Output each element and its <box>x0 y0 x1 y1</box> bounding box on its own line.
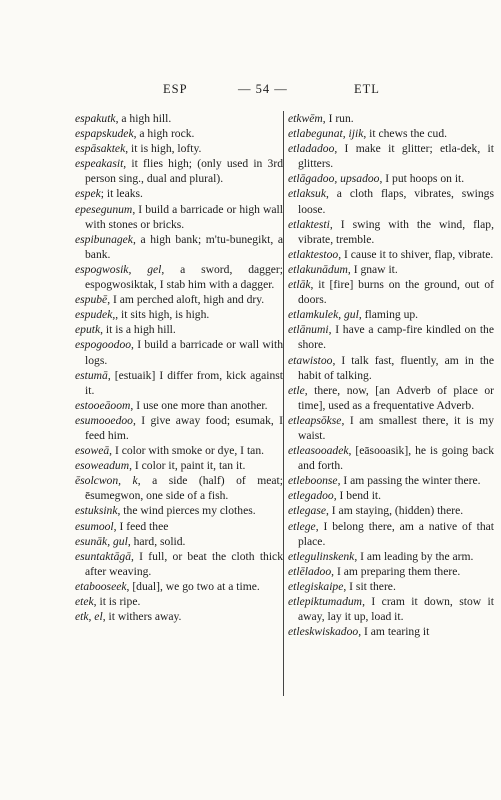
dictionary-entry <box>288 353 494 383</box>
page-number: — 54 — <box>238 82 288 96</box>
entry-definition: , I make it glitter; etla-dek, it glitters. <box>298 142 494 171</box>
dictionary-entry <box>288 307 494 322</box>
entry-definition: , I am leading by the arm. <box>354 549 474 563</box>
entry-definition: , there, now, [an Adverb of place or time], used as a frequentative Adverb. <box>298 383 494 412</box>
entry-definition: , I am smallest there, it is my waist. <box>298 413 494 442</box>
entry-definition: , a cloth flaps, vibrates, swings loose. <box>298 187 494 216</box>
entry-definition: , I color with smoke or dye, I tan. <box>109 444 265 458</box>
entry-headword: esumooedoo <box>75 413 133 427</box>
entry-definition: , I full, or beat the cloth thick after weaving. <box>85 549 283 578</box>
dictionary-entry <box>75 549 283 579</box>
entry-headword: etlepiktumadum <box>288 595 363 608</box>
entry-headword: etlegulinskenk <box>288 549 355 563</box>
dictionary-entry <box>288 624 494 639</box>
entry-headword: espāsaktek <box>75 142 126 156</box>
entry-headword: estumā <box>75 368 108 382</box>
entry-definition: , I belong there, am a native of that place. <box>298 519 494 548</box>
dictionary-entry <box>75 202 283 232</box>
entry-headword: epesegunum <box>75 202 133 216</box>
entry-definition: , hard, solid. <box>127 534 186 548</box>
entry-headword: etlaktestoo <box>288 247 339 261</box>
dictionary-entry <box>75 307 283 322</box>
running-head-left: ESP <box>163 82 188 96</box>
entry-headword: etleskwiskadoo <box>288 625 359 639</box>
entry-headword: etlāgadoo, upsadoo <box>288 172 380 186</box>
entry-definition: , I am perched aloft, high and dry. <box>107 293 265 307</box>
dictionary-entry <box>75 368 283 398</box>
dictionary-entry <box>288 443 494 473</box>
dictionary-entry <box>288 141 494 171</box>
entry-definition: , a high bank; m'tu-bunegikt, a bank. <box>85 232 283 261</box>
entry-headword: estooeāoom <box>75 398 131 412</box>
entry-definition: , I feed thee <box>113 519 169 533</box>
entry-headword: espapskudek <box>75 127 134 141</box>
dictionary-entry <box>75 156 283 186</box>
entry-definition: , I sit there. <box>343 579 396 593</box>
dictionary-entry <box>288 277 494 307</box>
entry-definition: , [estuaik] I differ from, kick against it. <box>85 368 283 397</box>
dictionary-entry <box>288 564 494 579</box>
entry-headword: etlānumi <box>288 323 329 337</box>
entry-definition: , it [fire] burns on the ground, out of doors. <box>298 278 494 307</box>
entry-definition: , [eāsooasik], he is going back and forth. <box>298 444 494 473</box>
entry-definition: , I bend it. <box>333 489 382 503</box>
entry-definition: , I cause it to shiver, flap, vibrate. <box>338 247 494 261</box>
entry-definition: , I build a barricade or wall with logs. <box>85 338 283 367</box>
entry-definition: , I color it, paint it, tan it. <box>129 459 246 473</box>
entry-headword: esoweā <box>75 444 110 458</box>
entry-headword: esumool <box>75 519 114 533</box>
entry-headword: estuksink <box>75 504 118 518</box>
dictionary-entry <box>288 549 494 564</box>
entry-headword: espogwosik, gel <box>75 262 162 276</box>
entry-headword: espakutk <box>75 112 116 125</box>
entry-definition: , a side (half) of meat; ēsumegwon, one side of a fish. <box>85 474 283 503</box>
dictionary-entry <box>288 413 494 443</box>
entry-definition: ; it leaks. <box>100 187 143 201</box>
dictionary-entry <box>75 186 283 201</box>
entry-definition: , I am staying, (hidden) there. <box>326 504 464 518</box>
dictionary-entry <box>288 186 494 216</box>
entry-definition: , I am passing the winter there. <box>337 474 481 488</box>
entry-headword: etlakunādum <box>288 262 348 276</box>
entry-headword: esoweadum <box>75 459 130 473</box>
dictionary-entry <box>75 141 283 156</box>
entry-definition: , it withers away. <box>102 610 182 624</box>
dictionary-entry <box>288 503 494 518</box>
entry-definition: , it is ripe. <box>93 595 141 608</box>
entry-headword: etlabegunat, ijik <box>288 127 364 141</box>
entry-definition: , I am preparing them there. <box>331 564 461 578</box>
entry-definition: , the wind pierces my clothes. <box>117 504 256 518</box>
entry-headword: etleasooadek <box>288 444 349 458</box>
dictionary-entry <box>288 519 494 549</box>
dictionary-entry <box>288 594 494 624</box>
entry-definition: , it is a high hill. <box>100 323 176 337</box>
entry-definition: , it is high, lofty. <box>125 142 202 156</box>
dictionary-entry <box>75 413 283 443</box>
dictionary-entry <box>288 247 494 262</box>
running-head <box>0 82 501 100</box>
dictionary-entry <box>288 171 494 186</box>
dictionary-entry <box>288 126 494 141</box>
entry-headword: espubē <box>75 293 108 307</box>
entry-headword: espibunagek <box>75 232 133 246</box>
dictionary-entry <box>75 111 283 126</box>
entry-headword: etle <box>288 383 305 397</box>
dictionary-entry <box>75 458 283 473</box>
entry-headword: etlāk <box>288 278 311 292</box>
entry-definition: , it flies high; (only used in 3rd person sing., dual and plural). <box>85 157 283 186</box>
entry-definition: , I swing with the wind, flap, vibrate, tremble. <box>298 217 494 246</box>
entry-definition: , flaming up. <box>358 308 419 322</box>
entry-headword: etlaksuk <box>288 187 326 201</box>
dictionary-entry <box>75 398 283 413</box>
dictionary-entry <box>75 262 283 292</box>
dictionary-entry <box>75 232 283 262</box>
entry-definition: , I use one more than another. <box>130 398 268 412</box>
entry-headword: esuntaktāgā <box>75 549 132 563</box>
entry-headword: ēsolcwon, k <box>75 474 138 488</box>
entry-headword: eputk <box>75 323 101 337</box>
dictionary-entry <box>288 262 494 277</box>
entry-headword: esunāk, gul <box>75 534 128 548</box>
dictionary-entry <box>75 292 283 307</box>
dictionary-entry <box>75 443 283 458</box>
dictionary-entry <box>75 322 283 337</box>
dictionary-entry <box>75 473 283 503</box>
entry-definition: , I put hoops on it. <box>379 172 465 186</box>
entry-headword: etlēladoo <box>288 564 332 578</box>
entry-headword: etlege <box>288 519 316 533</box>
left-column <box>75 111 283 624</box>
entry-headword: etk, el <box>75 610 103 624</box>
entry-headword: etleboonse <box>288 474 338 488</box>
entry-headword: espudek, <box>75 308 116 322</box>
entry-headword: etlamkulek, gul <box>288 308 359 322</box>
dictionary-entry <box>288 322 494 352</box>
dictionary-entry <box>75 337 283 367</box>
right-column <box>288 111 494 639</box>
entry-definition: , a sword, dagger; espogwosiktak, I stab him with a dagger. <box>85 262 283 292</box>
entry-headword: etleapsōkse <box>288 413 342 427</box>
dictionary-entry <box>288 111 494 126</box>
entry-headword: etlegadoo <box>288 489 334 503</box>
dictionary-entry <box>75 519 283 534</box>
entry-headword: etladadoo <box>288 142 335 156</box>
entry-definition: , it chews the cud. <box>363 127 448 141</box>
dictionary-entry <box>288 579 494 594</box>
entry-definition: , a high hill. <box>115 112 172 125</box>
entry-headword: etabooseek <box>75 579 127 593</box>
dictionary-entry <box>288 217 494 247</box>
dictionary-entry <box>288 383 494 413</box>
dictionary-entry <box>75 594 283 609</box>
entry-definition: , [dual], we go two at a time. <box>126 579 260 593</box>
dictionary-entry <box>75 534 283 549</box>
entry-definition: , I build a barricade or high wall with stones or bricks. <box>85 202 283 231</box>
entry-definition: , I run. <box>322 112 354 125</box>
dictionary-entry <box>75 579 283 594</box>
entry-definition: , I am tearing it <box>358 625 430 639</box>
entry-definition: , I give away food; esumak, I feed him. <box>85 413 283 442</box>
entry-headword: etawistoo <box>288 353 333 367</box>
entry-definition: , I have a camp-fire kindled on the shore. <box>298 323 494 352</box>
entry-definition: , it sits high, is high. <box>115 308 210 322</box>
entry-headword: espek <box>75 187 101 201</box>
dictionary-entry <box>75 609 283 624</box>
entry-headword: etlegiskaipe <box>288 579 344 593</box>
dictionary-entry <box>75 503 283 518</box>
entry-headword: etlegase <box>288 504 326 518</box>
entry-definition: , I cram it down, stow it away, lay it up, load it. <box>298 595 494 624</box>
entry-headword: etek <box>75 595 94 608</box>
entry-definition: , a high rock. <box>133 127 195 141</box>
running-head-right: ETL <box>354 82 380 96</box>
column-divider <box>283 111 284 696</box>
entry-headword: espeakasit <box>75 157 124 171</box>
entry-headword: etlaktesti <box>288 217 330 231</box>
dictionary-entry <box>288 473 494 488</box>
dictionary-entry <box>288 488 494 503</box>
entry-headword: etkwēm <box>288 112 323 125</box>
entry-definition: , I gnaw it. <box>347 262 398 276</box>
dictionary-entry <box>75 126 283 141</box>
entry-definition: , I talk fast, fluently, am in the habit of talking. <box>298 353 494 382</box>
entry-headword: espogoodoo <box>75 338 132 352</box>
